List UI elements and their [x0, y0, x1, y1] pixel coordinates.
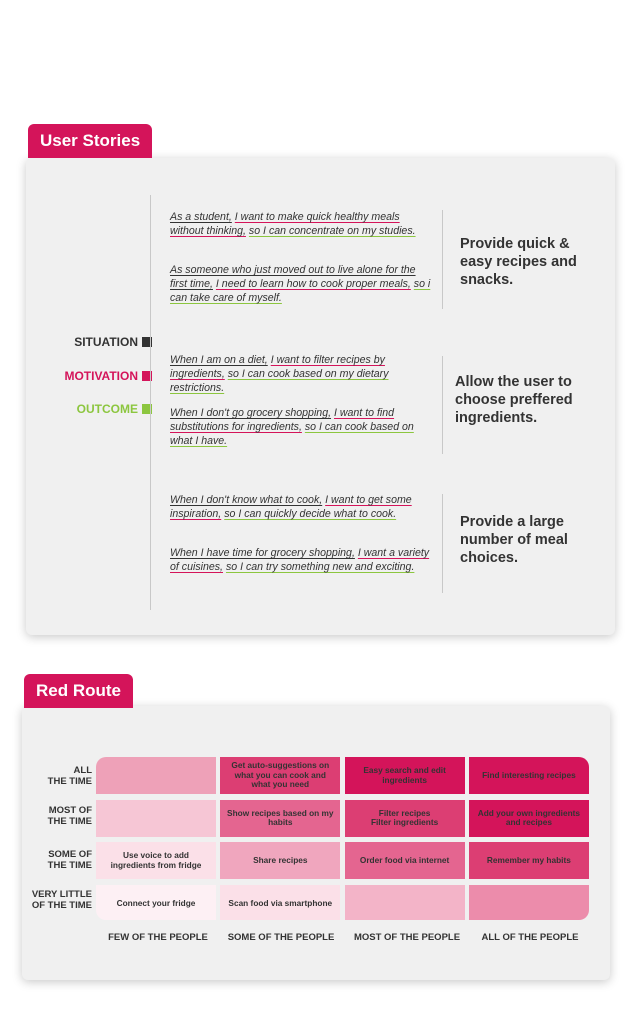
group1-divider — [442, 210, 443, 309]
story-1-2-motivation: I need to learn how to cook proper meals, — [215, 278, 411, 291]
solution-3: Provide a large number of meal choices. — [460, 514, 568, 566]
red-route-cell-text: Find interesting recipes — [482, 769, 576, 780]
row-label-some-of-the-time — [22, 849, 92, 871]
story-3-1-situation: When I don't know what to cook, — [170, 494, 323, 506]
legend-outcome — [77, 402, 152, 416]
red-route-cell — [96, 800, 216, 837]
story-3-1-outcome: so I can quickly decide what to cook. — [224, 508, 397, 521]
row-label-line: THE TIME — [47, 860, 92, 871]
story-1-1 — [170, 210, 432, 238]
story-1-2-outcome: so i can take care of myself. — [170, 278, 431, 305]
red-route-grid — [96, 757, 589, 920]
legend-motivation-label: MOTIVATION — [64, 369, 138, 383]
red-route-cell-text: Remember my habits — [486, 855, 571, 866]
red-route-cell — [345, 885, 465, 920]
story-1-1-outcome: so I can concentrate on my studies. — [248, 225, 416, 238]
red-route-cell — [469, 842, 589, 879]
red-route-cell — [96, 842, 216, 879]
group3-divider — [442, 494, 443, 593]
legend-situation — [74, 335, 152, 349]
red-route-cell — [469, 800, 589, 837]
legend-outcome-label: OUTCOME — [76, 402, 138, 416]
row-label-line: ALL — [73, 765, 92, 776]
red-route-cell — [220, 757, 340, 794]
red-route-cell — [345, 757, 465, 794]
row-label-line: VERY LITTLE — [31, 889, 92, 900]
row-label-line: SOME OF — [48, 849, 92, 860]
red-route-title: Red Route — [24, 674, 133, 708]
user-stories-title: User Stories — [28, 124, 152, 158]
red-route-cell — [96, 885, 216, 920]
legend-situation-label: SITUATION — [74, 335, 138, 349]
story-3-2-outcome: so I can try something new and exciting. — [225, 561, 415, 574]
group2-divider — [442, 356, 443, 454]
stories-divider-left — [150, 195, 151, 610]
red-route-cell-text: Easy search and edit ingredients — [363, 765, 446, 785]
story-1-1-situation: As a student, — [170, 211, 232, 223]
column-label-all: ALL OF THE PEOPLE — [481, 932, 579, 943]
red-route-cell — [220, 842, 340, 879]
red-route-cell-text: Show recipes based on my habits — [227, 807, 334, 828]
red-route-cell-text: Filter ingredients — [370, 817, 439, 828]
legend-motivation — [64, 369, 152, 383]
red-route-cell-text: Get auto-suggestions on what you can cook and what you need — [231, 760, 330, 790]
red-route-cell-text: Connect your fridge — [116, 897, 196, 908]
red-route-cell — [220, 885, 340, 920]
red-route-cell-text: Share recipes — [253, 855, 308, 866]
row-label-line: THE TIME — [47, 776, 92, 787]
story-3-1 — [170, 493, 432, 521]
row-label-all-the-time — [22, 765, 92, 787]
column-label-most: MOST OF THE PEOPLE — [353, 932, 461, 943]
story-2-2-situation: When I don't go grocery shopping, — [170, 407, 332, 419]
solution-1: Provide quick & easy recipes and snacks. — [460, 236, 577, 288]
story-2-2 — [170, 406, 432, 449]
red-route-cell — [345, 800, 465, 837]
story-2-1-motivation: I want to filter recipes by ingredients, — [170, 354, 385, 381]
red-route-cell-text: Use voice to add ingredients from fridge — [110, 850, 202, 870]
column-label-some: SOME OF THE PEOPLE — [227, 932, 335, 943]
story-2-1-situation: When I am on a diet, — [170, 354, 268, 366]
story-2-1-outcome: so I can cook based on my dietary restrictions. — [170, 368, 389, 395]
row-label-line: THE TIME — [47, 816, 92, 827]
red-route-cell — [96, 757, 216, 794]
red-route-cell — [345, 842, 465, 879]
story-3-1-motivation: I want to get some inspiration, — [170, 494, 412, 521]
story-1-2 — [170, 263, 432, 306]
row-label-line: MOST OF — [48, 805, 92, 816]
row-label-most-of-the-time — [22, 805, 92, 827]
solution-2: Allow the user to choose preffered ingredients. — [455, 374, 573, 426]
story-1-1-motivation: I want to make quick healthy meals without thinking, — [170, 211, 400, 238]
story-2-2-motivation: I want to find substitutions for ingredients, — [170, 407, 395, 434]
red-route-cell-text: Scan food via smartphone — [228, 897, 333, 908]
red-route-cell — [220, 800, 340, 837]
column-label-few: FEW OF THE PEOPLE — [108, 932, 208, 943]
red-route-cell-text: Add your own ingredients and recipes — [477, 807, 581, 828]
story-3-2 — [170, 546, 432, 574]
story-2-2-outcome: so I can cook based on what I have. — [170, 421, 414, 448]
red-route-cell-text: Filter recipes — [378, 807, 431, 818]
red-route-cell-text: Order food via internet — [359, 855, 450, 866]
red-route-cell — [469, 757, 589, 794]
row-label-line: OF THE TIME — [31, 900, 92, 911]
row-label-very-little-of-the-time — [22, 889, 92, 911]
story-3-2-situation: When I have time for grocery shopping, — [170, 547, 355, 559]
red-route-cell — [469, 885, 589, 920]
story-1-2-situation: As someone who just moved out to live alone for the first time, — [170, 264, 416, 291]
story-2-1 — [170, 353, 432, 396]
story-3-2-motivation: I want a variety of cuisines, — [170, 547, 430, 574]
